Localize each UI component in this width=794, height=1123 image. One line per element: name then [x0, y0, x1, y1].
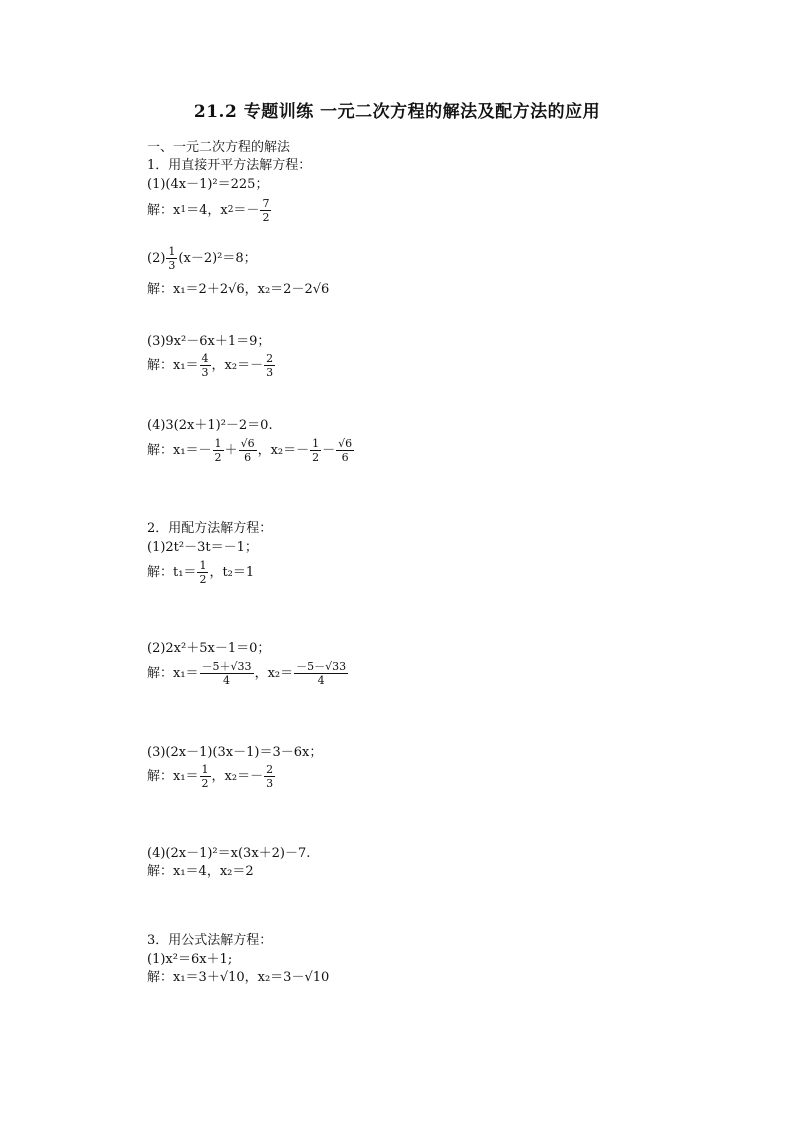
q1-answer-4: 解：x₁＝－ $\frac{1}{2}$ ＋ $\frac{√6}{6}$ ，x₂＝－ $\frac{1}{2}$ － $\frac{√6}{6}$ — [147, 437, 353, 464]
fraction: $\frac{√6}{6}$ — [240, 437, 255, 464]
q3-answer-1: 解：x₁＝3＋√10，x₂＝3－√10 — [147, 970, 330, 985]
fraction: $\frac{1}{3}$ — [168, 245, 176, 272]
q3-problem-1: (1)x²＝6x＋1; — [147, 952, 233, 967]
q1-problem-1: (1)(4x－1)²＝225； — [147, 177, 269, 192]
fraction: $\frac{1}{2}$ — [312, 437, 320, 464]
q2-problem-3: (3)(2x－1)(3x－1)＝3－6x； — [147, 745, 323, 760]
q1-answer-3: 解：x₁＝ $\frac{4}{3}$ ，x₂＝－ $\frac{2}{3}$ — [147, 352, 274, 379]
fraction: $\frac{√6}{6}$ — [338, 437, 353, 464]
question-2-heading: 2．用配方法解方程： — [147, 521, 273, 536]
q2-problem-1: (1)2t²－3t＝－1； — [147, 540, 258, 555]
q1-problem-3: (3)9x²－6x＋1＝9； — [147, 334, 271, 349]
fraction: $\frac{4}{3}$ — [201, 352, 209, 379]
page-title: 21.2 专题训练 一元二次方程的解法及配方法的应用 — [193, 102, 601, 122]
fraction: $\frac{1}{2}$ — [199, 559, 207, 586]
fraction: $\frac{1}{2}$ — [201, 763, 209, 790]
question-3-heading: 3．用公式法解方程： — [147, 933, 273, 948]
q2-problem-4: (4)(2x－1)²＝x(3x＋2)－7. — [147, 846, 311, 861]
fraction: $\frac{-5-√33}{4}$ — [296, 660, 347, 687]
q1-answer-2: 解：x₁＝2＋2√6，x₂＝2－2√6 — [147, 282, 330, 297]
q2-problem-2: (2)2x²＋5x－1＝0； — [147, 641, 271, 656]
q1-problem-4: (4)3(2x＋1)²－2＝0. — [147, 418, 273, 433]
fraction: $\frac{1}{2}$ — [214, 437, 222, 464]
q1-problem-2: (2) $\frac{1}{3}$ (x－2)²＝8； — [147, 245, 257, 272]
q2-answer-3: 解：x₁＝ $\frac{1}{2}$ ，x₂＝－ $\frac{2}{3}$ — [147, 763, 274, 790]
q2-answer-4: 解：x₁＝4，x₂＝2 — [147, 864, 254, 879]
fraction: $\frac{7}{2}$ — [262, 197, 270, 224]
fraction: $\frac{2}{3}$ — [266, 763, 274, 790]
fraction: $\frac{-5+√33}{4}$ — [201, 660, 252, 687]
q1-answer-1: 解：x 1 ＝4，x 2 ＝－ $\frac{7}{2}$ — [147, 197, 270, 224]
fraction: $\frac{2}{3}$ — [266, 352, 274, 379]
question-1-heading: 1．用直接开平方法解方程： — [147, 158, 312, 173]
q2-answer-2: 解：x₁＝ $\frac{-5+√33}{4}$ ，x₂＝ $\frac{-5-√33}{4}$ — [147, 660, 347, 687]
section-heading: 一、一元二次方程的解法 — [147, 140, 291, 155]
q2-answer-1: 解：t₁＝ $\frac{1}{2}$ ，t₂＝1 — [147, 559, 255, 586]
